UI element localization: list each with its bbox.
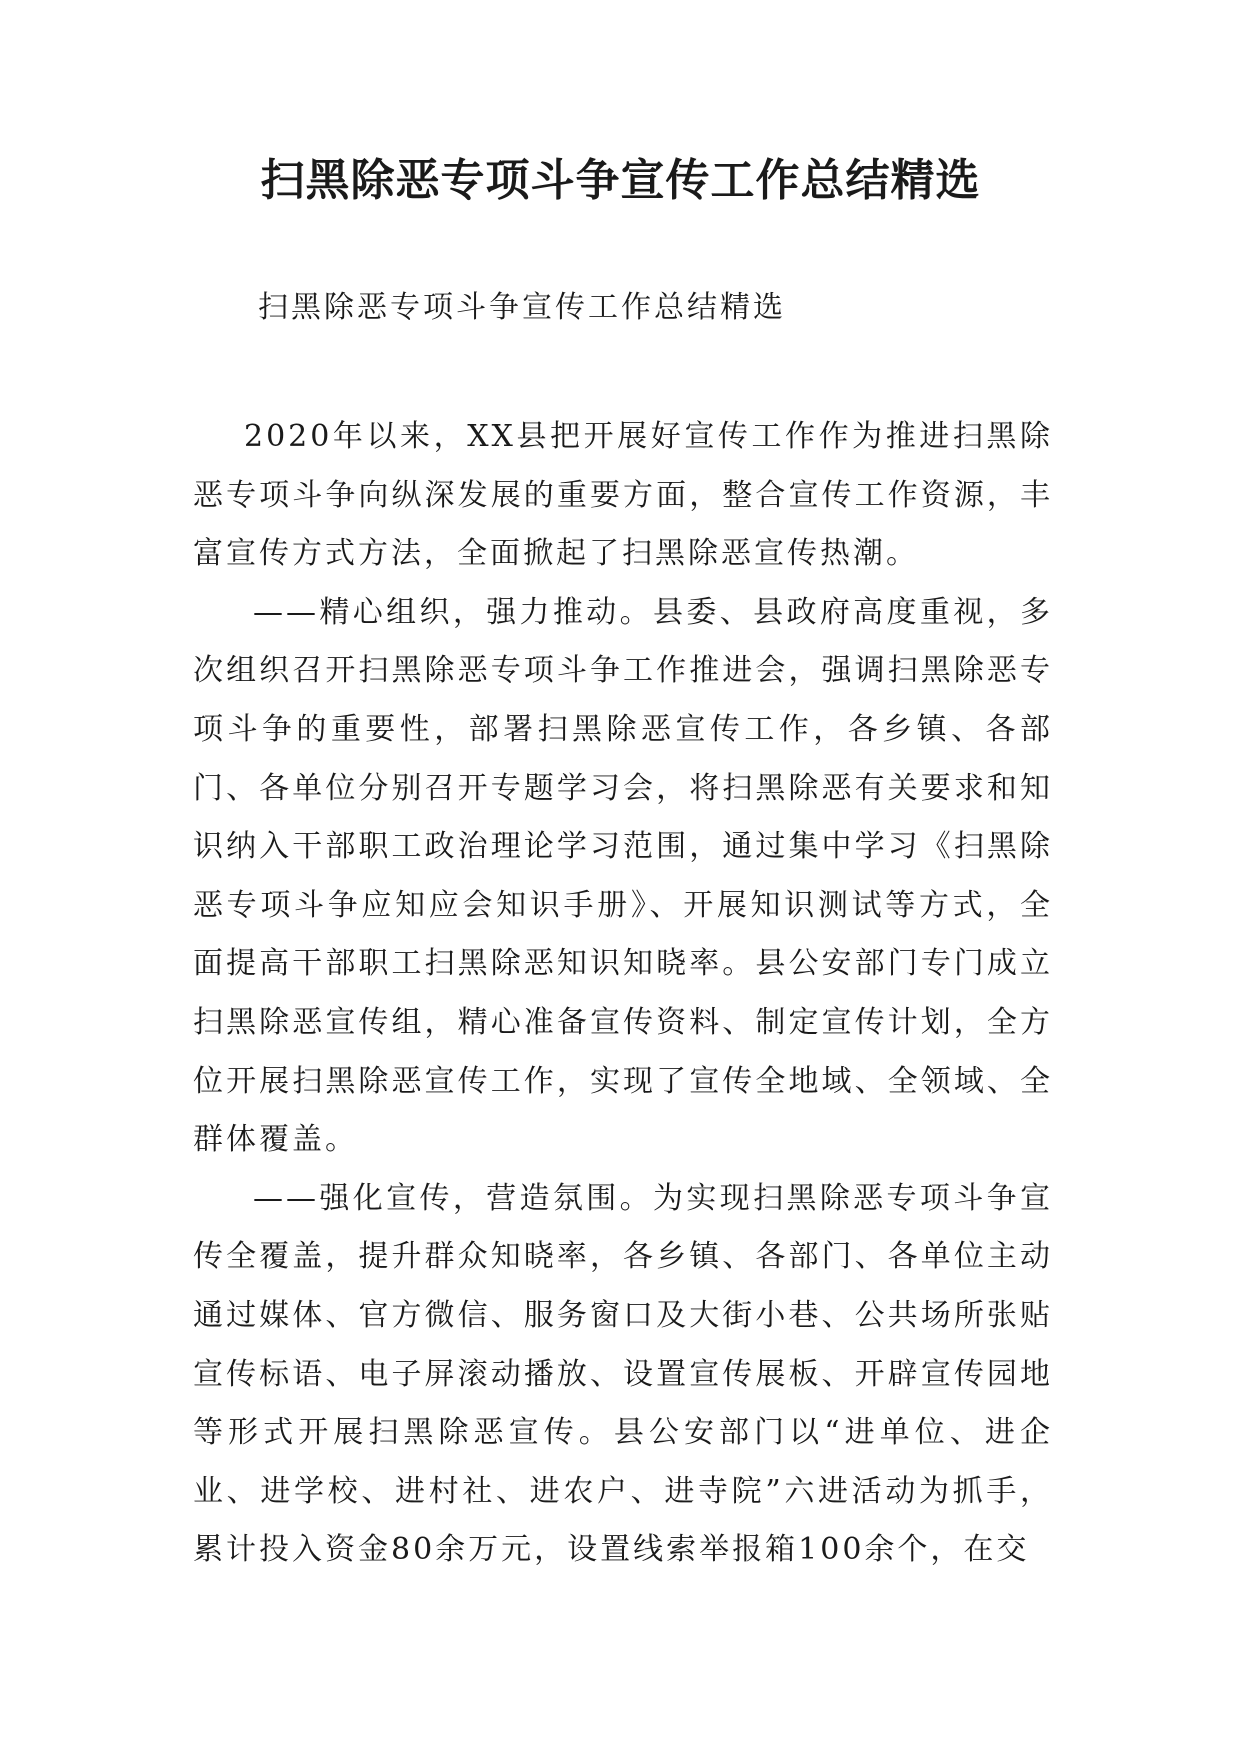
document-body (193, 408, 1053, 1580)
document-subtitle: 扫黑除恶专项斗争宣传工作总结精选 (258, 290, 786, 325)
paragraph-intro: 2020年以来，XX县把开展好宣传工作作为推进扫黑除恶专项斗争向纵深发展的重要方面，整合宣传工作资源，丰富宣传方式方法，全面掀起了扫黑除恶宣传热潮。 (193, 419, 1053, 572)
paragraph-organization: ——精心组织，强力推动。县委、县政府高度重视，多次组织召开扫黑除恶专项斗争工作推进会，强调扫黑除恶专项斗争的重要性，部署扫黑除恶宣传工作，各乡镇、各部门、各单位分别召开专题学习会，将扫黑除恶有关要求和知识纳入干部职工政治理论学习范围，通过集中学习《扫黑除恶专项斗争应知应会知识手册》、开展知识测试等方式，全面提高干部职工扫黑除恶知识知晓率。县公安部门专门成立扫黑除恶宣传组，精心准备宣传资料、制定宣传计划，全方位开展扫黑除恶宣传工作，实现了宣传全地域、全领域、全群体覆盖。 (193, 594, 1053, 1158)
paragraph-publicity: ——强化宣传，营造氛围。为实现扫黑除恶专项斗争宣传全覆盖，提升群众知晓率，各乡镇、各部门、各单位主动通过媒体、官方微信、服务窗口及大街小巷、公共场所张贴宣传标语、电子屏滚动播放、设置宣传展板、开辟宣传园地等形式开展扫黑除恶宣传。县公安部门以“进单位、进企业、进学校、进村社、进农户、进寺院”六进活动为抓手，累计投入资金80余万元，设置线索举报箱100余个，在交 (193, 1180, 1053, 1568)
document-title: 扫黑除恶专项斗争宣传工作总结精选 (260, 155, 981, 206)
